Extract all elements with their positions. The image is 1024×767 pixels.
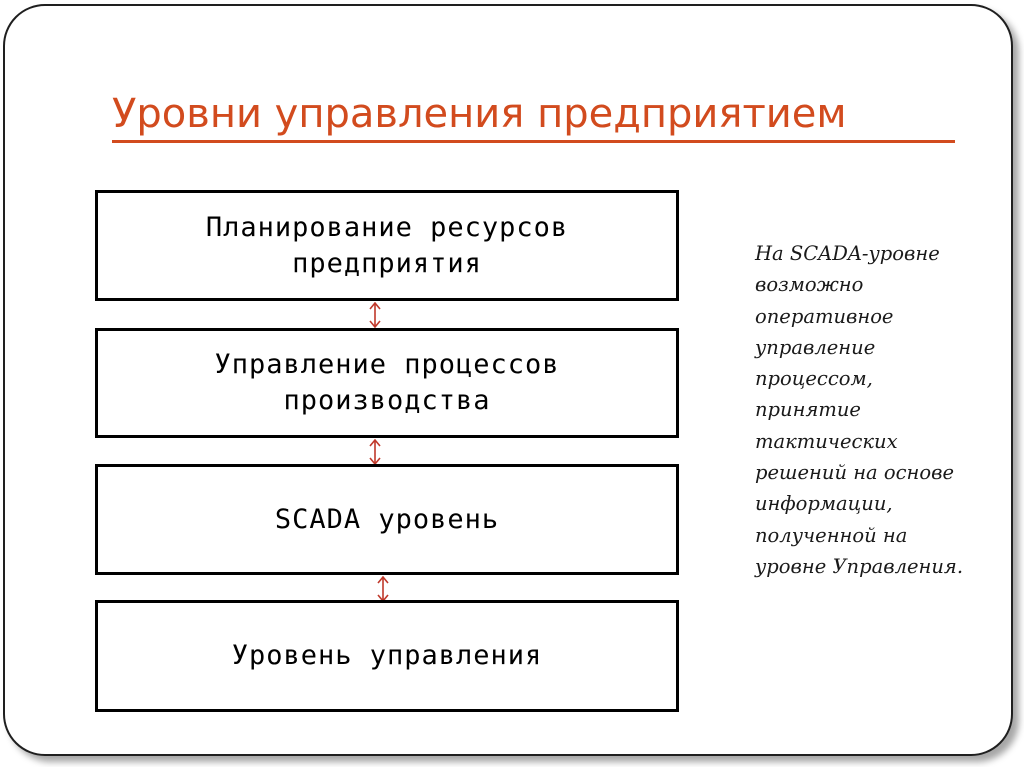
- level-label: SCADA уровень: [274, 503, 500, 535]
- title-underline: [112, 140, 955, 143]
- level-box-scada: [95, 464, 679, 575]
- double-arrow-icon: [367, 439, 383, 465]
- note-line: На SCADA-уровне: [755, 242, 940, 265]
- level-box-process-control: [95, 328, 679, 438]
- double-arrow-icon: [367, 302, 383, 328]
- level-box-control-level: [95, 600, 679, 712]
- note-line: информации,: [755, 492, 893, 516]
- note-line: тактических: [755, 429, 898, 453]
- level-label: Управление процессов производства: [214, 349, 560, 416]
- side-note: [755, 238, 995, 582]
- note-line: решений на основе: [755, 461, 954, 485]
- note-line: оперативное: [755, 304, 894, 328]
- note-line: управление: [755, 335, 876, 359]
- double-arrow-icon: [375, 576, 391, 602]
- level-box-resource-planning: [95, 190, 679, 301]
- note-line: полученной на: [755, 523, 908, 547]
- note-line: принятие: [755, 398, 861, 422]
- note-line: уровне Управления.: [755, 554, 964, 578]
- level-label: Уровень управления: [231, 640, 543, 671]
- level-label: Планирование ресурсов предприятия: [205, 211, 569, 279]
- note-line: возможно: [755, 273, 864, 297]
- note-line: процессом,: [755, 367, 873, 391]
- slide-title: Уровни управления предприятием: [112, 91, 847, 137]
